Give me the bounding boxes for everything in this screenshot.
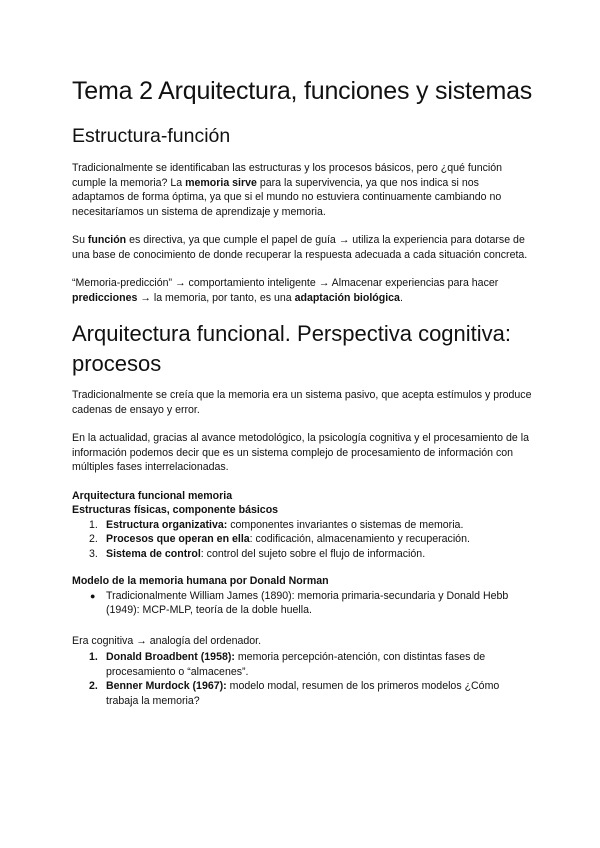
list-item: 2. Benner Murdock (1967): modelo modal, resumen de los primeros modelos ¿Cómo trabaja la memoria? bbox=[89, 680, 500, 707]
bold-term: función bbox=[87, 234, 127, 246]
bold-term: memoria sirve bbox=[185, 176, 257, 189]
paragraph-funcion-directiva: Su función es directiva, ya que cumple el papel de guía → utiliza la experiencia para dotarse de una base de conocimiento de donde recuperar la respuesta adecuada a cada situación concreta. bbox=[72, 234, 528, 261]
bold-term: predicciones bbox=[72, 291, 138, 304]
subheading-arquitectura-funcional-memoria: Arquitectura funcional memoria bbox=[72, 489, 233, 502]
paragraph-sistema-pasivo: Tradicionalmente se creía que la memoria era un sistema pasivo, que acepta estímulos y produce cadenas de ensayo y error. bbox=[72, 389, 532, 416]
subheading-modelo-norman: Modelo de la memoria humana por Donald Norman bbox=[72, 575, 329, 587]
list-item: ● Tradicionalmente William James (1890): memoria primaria-secundaria y Donald Hebb (1949): MCP-MLP, teoría de la doble huella. bbox=[90, 589, 509, 616]
list-item: 1. Estructura organizativa: componentes invariantes o sistemas de memoria. bbox=[89, 518, 464, 531]
paragraph-memoria-sirve: Tradicionalmente se identificaban las estructuras y los procesos básicos, pero ¿qué función cumple la memoria? La memoria sirve para la supervivencia, ya que nos indica si nos adaptamos de forma óptima, ya que si el mundo no estuviera continuamente cambiando no necesitaríamos un sistema de aprendizaje y memoria. bbox=[72, 162, 503, 218]
numbered-list-componentes bbox=[72, 518, 534, 562]
paragraph-era-cognitiva: Era cognitiva → analogía del ordenador. bbox=[72, 634, 262, 647]
list-item: 3. Sistema de control: control del sujeto sobre el flujo de información. bbox=[89, 547, 426, 560]
list-item: 2. Procesos que operan en ella: codificación, almacenamiento y recuperación. bbox=[89, 533, 470, 545]
bullet-icon: ● bbox=[90, 590, 96, 601]
numbered-list-autores bbox=[72, 650, 534, 708]
bullet-list-modelos bbox=[72, 589, 534, 618]
section-heading-estructura-funcion: Estructura-función bbox=[72, 125, 231, 147]
paragraph-memoria-prediccion: “Memoria-predicción” → comportamiento inteligente → Almacenar experiencias para hacer predicciones → la memoria, por tanto, es una adaptación biológica. bbox=[72, 277, 499, 304]
subheading-estructuras-fisicas: Estructuras físicas, componente básicos bbox=[72, 504, 279, 516]
paragraph-actualidad: En la actualidad, gracias al avance metodológico, la psicología cognitiva y el procesamiento de la información podemos decir que es un sistema complejo de procesamiento de información con múltiples fases interrelacionadas. bbox=[72, 432, 529, 473]
section-heading-arquitectura-funcional: Arquitectura funcional. Perspectiva cognitiva: procesos bbox=[72, 321, 512, 376]
list-item: 1. Donald Broadbent (1958): memoria percepción-atención, con distintas fases de procesamiento o “almacenes”. bbox=[89, 651, 486, 678]
bold-term: adaptación biológica bbox=[294, 291, 400, 304]
page-title: Tema 2 Arquitectura, funciones y sistemas bbox=[72, 77, 533, 105]
document-body bbox=[72, 74, 534, 708]
